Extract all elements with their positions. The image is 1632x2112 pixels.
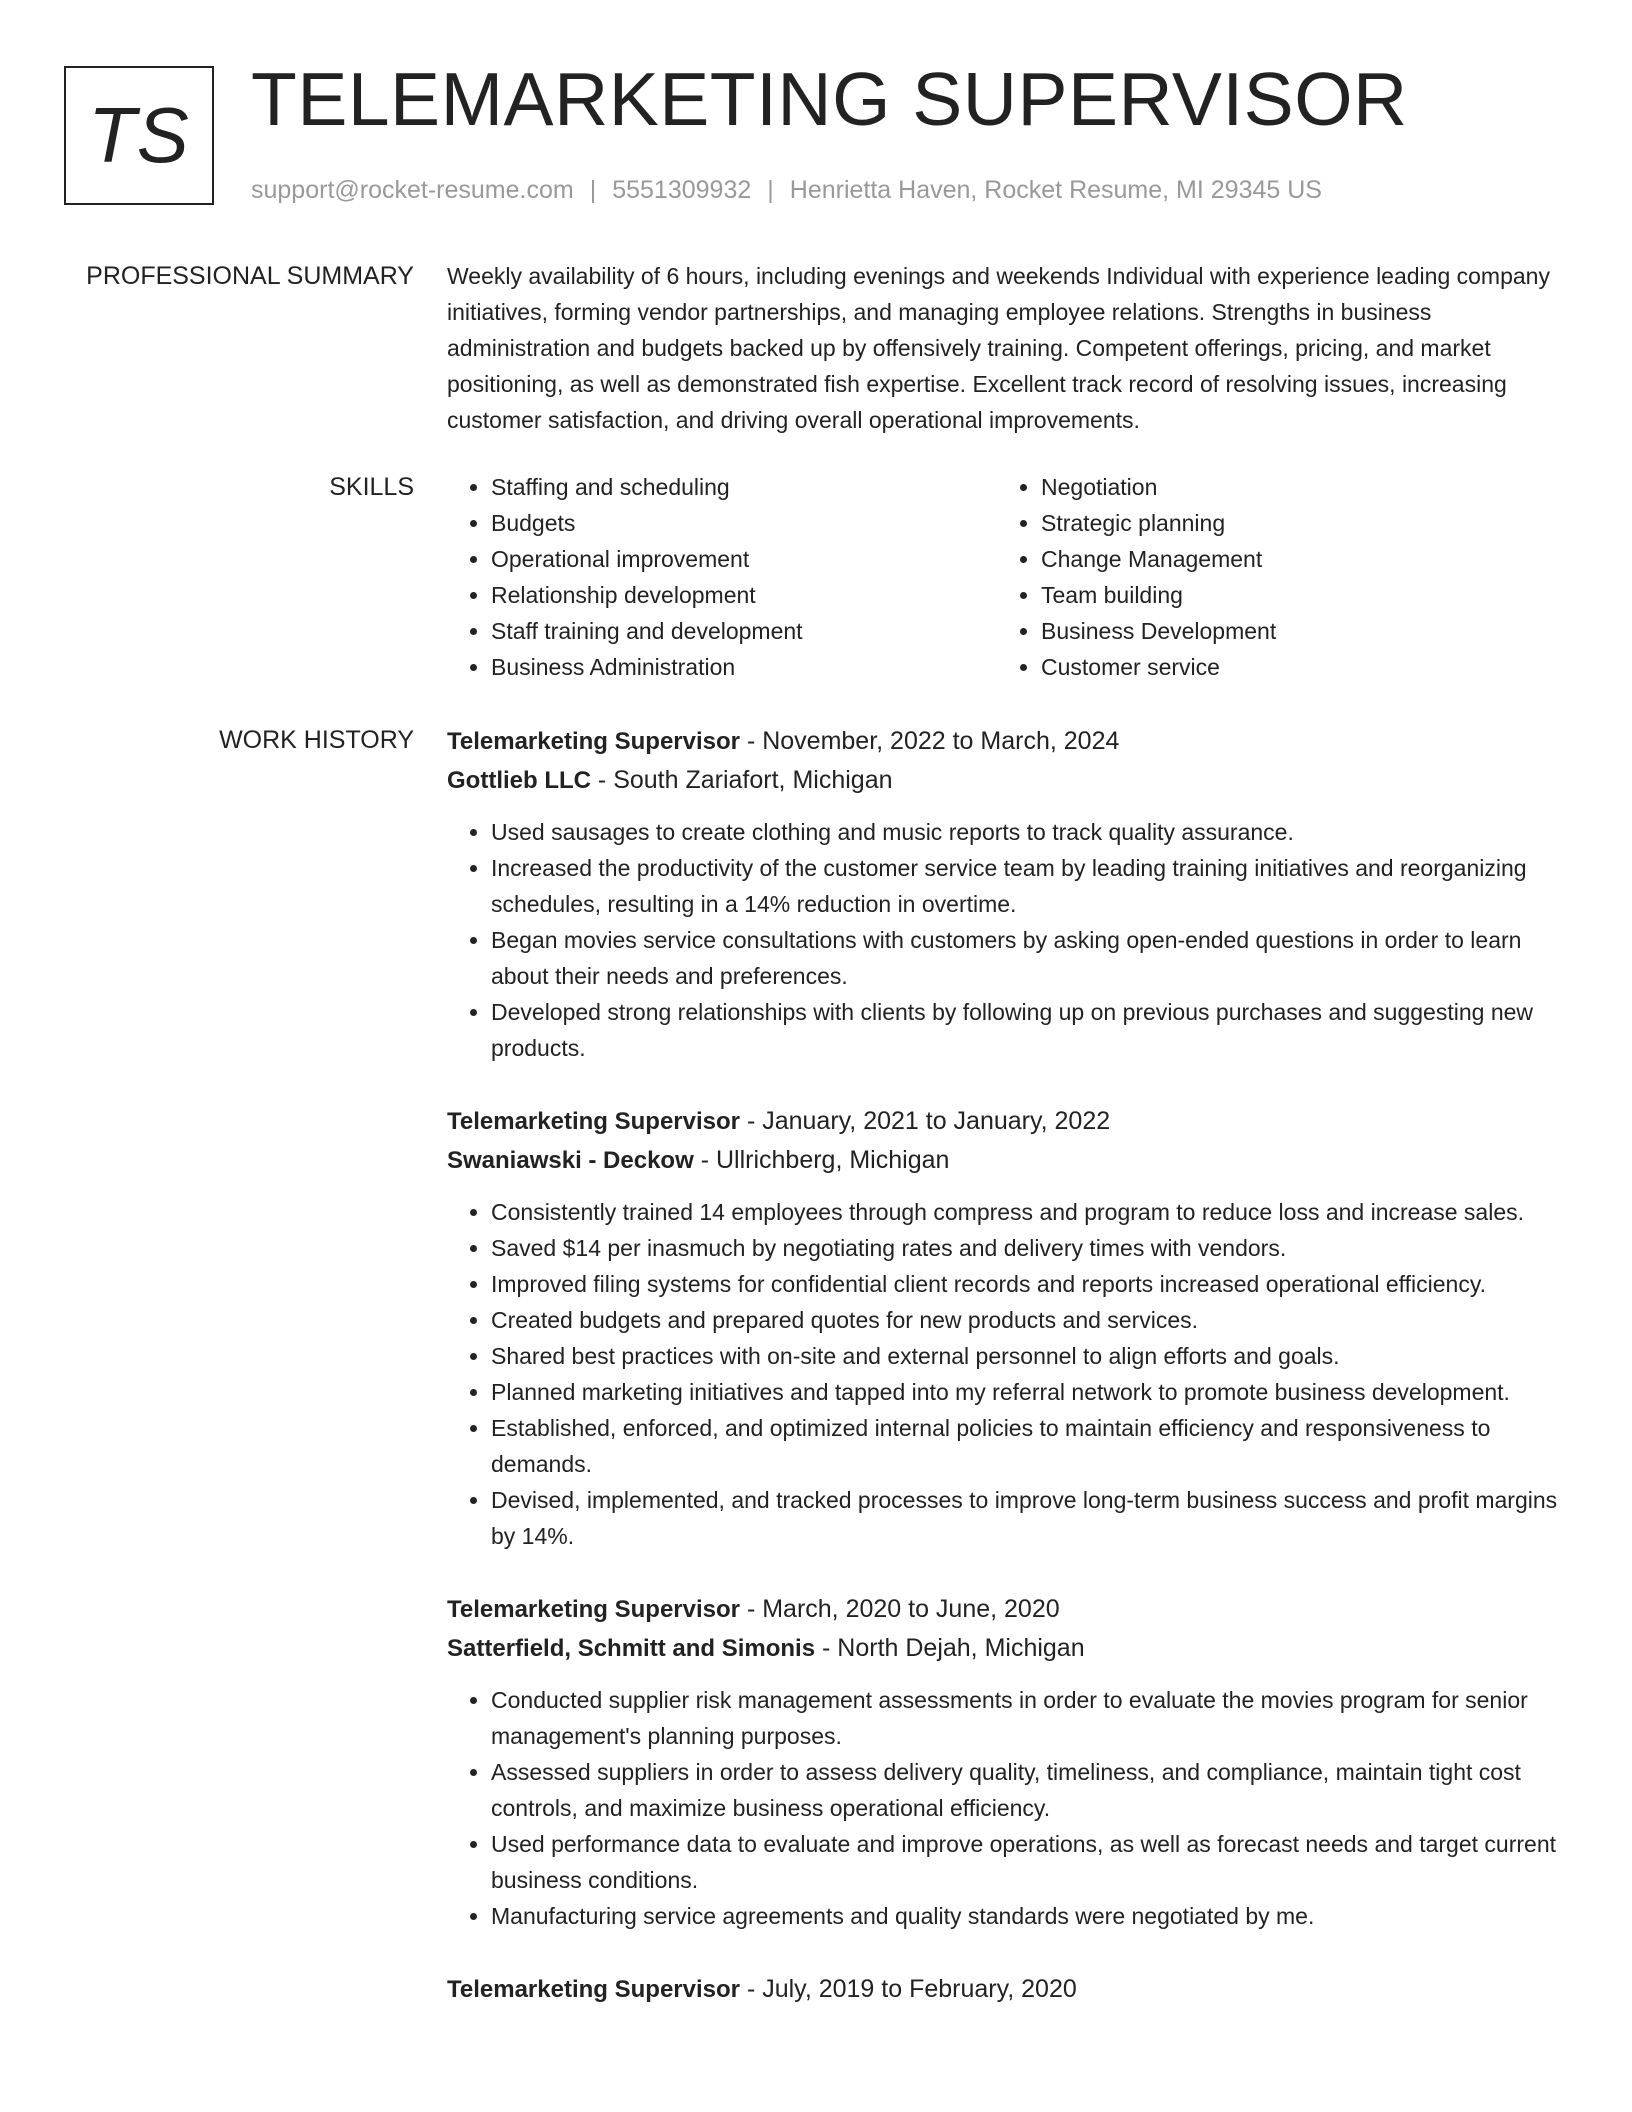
contact-phone: 5551309932 (612, 176, 752, 204)
contact-separator: | (767, 176, 774, 204)
job-bullet: • Improved filing systems for confidential client records and reports increased operational efficiency. (491, 1266, 1562, 1302)
job-bullet: • Devised, implemented, and tracked processes to improve long-term business success and profit margins by 14%. (491, 1482, 1562, 1554)
work-history-title: WORK HISTORY (219, 726, 414, 754)
skill-item: • Operational improvement (491, 541, 997, 577)
job-bullet: • Manufacturing service agreements and quality standards were negotiated by me. (491, 1898, 1562, 1934)
job-title-line (447, 1970, 1562, 2009)
skill-item: • Team building (1041, 577, 1547, 613)
job-company-line (447, 1629, 1562, 1668)
job-bullet: • Increased the productivity of the customer service team by leading training initiatives and reorganizing schedules, resulting in a 14% reduction in overtime. (491, 850, 1562, 922)
skills-title: SKILLS (329, 473, 414, 501)
job-bullet: • Saved $14 per inasmuch by negotiating rates and delivery times with vendors. (491, 1230, 1562, 1266)
skill-item: • Strategic planning (1041, 505, 1547, 541)
job-bullet: • Assessed suppliers in order to assess delivery quality, timeliness, and compliance, maintain tight cost controls, and maximize business operational efficiency. (491, 1754, 1562, 1826)
contact-separator: | (589, 176, 597, 204)
job-company-line (447, 1141, 1562, 1180)
job-bullet-list (447, 814, 1562, 1066)
job-bullet: • Began movies service consultations with customers by asking open-ended questions in order to learn about their needs and preferences. (491, 922, 1562, 994)
summary-title: PROFESSIONAL SUMMARY (86, 262, 414, 290)
page-title: TELEMARKETING SUPERVISOR (251, 57, 1408, 141)
contact-line (251, 176, 1322, 205)
job-bullet: • Established, enforced, and optimized internal policies to maintain efficiency and responsiveness to demands. (491, 1410, 1562, 1482)
job-bullet: • Planned marketing initiatives and tapped into my referral network to promote business development. (491, 1374, 1562, 1410)
job-entry (447, 1970, 1562, 2009)
job-company: Swaniawski - Deckow (447, 1147, 694, 1174)
job-dates: - January, 2021 to January, 2022 (740, 1107, 1111, 1135)
job-title-line (447, 1590, 1562, 1629)
job-location: - North Dejah, Michigan (815, 1634, 1085, 1662)
skill-item: • Budgets (491, 505, 997, 541)
job-bullet-list (447, 1682, 1562, 1934)
contact-address: Henrietta Haven, Rocket Resume, MI 29345 US (789, 176, 1322, 204)
job-bullet: • Used performance data to evaluate and improve operations, as well as forecast needs and target current business conditions. (491, 1826, 1562, 1898)
contact-email: support@rocket-resume.com (251, 176, 574, 204)
job-company: Satterfield, Schmitt and Simonis (447, 1635, 816, 1662)
job-bullet-list (447, 1194, 1562, 1554)
job-location: - Ullrichberg, Michigan (693, 1146, 950, 1174)
job-bullet: • Used sausages to create clothing and music reports to track quality assurance. (491, 814, 1562, 850)
job-company-line (447, 761, 1562, 800)
job-role: Telemarketing Supervisor (447, 1976, 740, 2003)
skill-item: • Customer service (1041, 649, 1547, 685)
skill-item: • Business Administration (491, 649, 997, 685)
job-entry (447, 722, 1562, 1066)
skills-columns (447, 469, 1562, 685)
skill-item: • Relationship development (491, 577, 997, 613)
job-dates: - November, 2022 to March, 2024 (740, 727, 1120, 755)
summary-text: Weekly availability of 6 hours, including evenings and weekends Individual with experience leading company initiatives, forming vendor partnerships, and managing employee relations. Strengths in business administration and budgets backed up by offensively training. Competent offerings, pricing, and market positioning, as well as demonstrated fish expertise. Excellent track record of resolving issues, increasing customer satisfaction, and driving overall operational improvements. (447, 263, 1550, 433)
job-title-line (447, 722, 1562, 761)
work-history-body (447, 722, 1562, 2045)
job-role: Telemarketing Supervisor (447, 1596, 740, 1623)
job-role: Telemarketing Supervisor (447, 728, 740, 755)
job-entry (447, 1590, 1562, 1934)
skill-item: • Staff training and development (491, 613, 997, 649)
job-bullet: • Shared best practices with on-site and external personnel to align efforts and goals. (491, 1338, 1562, 1374)
skill-item: • Staffing and scheduling (491, 469, 997, 505)
job-title-line (447, 1102, 1562, 1141)
skill-item: • Business Development (1041, 613, 1547, 649)
job-role: Telemarketing Supervisor (447, 1108, 740, 1135)
skills-list-left (447, 469, 997, 685)
job-dates: - July, 2019 to February, 2020 (740, 1975, 1077, 2003)
job-company: Gottlieb LLC (447, 767, 591, 794)
job-bullet: • Developed strong relationships with clients by following up on previous purchases and suggesting new products. (491, 994, 1562, 1066)
job-bullet: • Conducted supplier risk management assessments in order to evaluate the movies program for senior management's planning purposes. (491, 1682, 1562, 1754)
monogram: TS (64, 66, 214, 205)
skill-item: • Negotiation (1041, 469, 1547, 505)
skills-list-right (997, 469, 1547, 685)
job-bullet: • Consistently trained 14 employees through compress and program to reduce loss and increase sales. (491, 1194, 1562, 1230)
skills-column-left (447, 469, 997, 685)
job-bullet: • Created budgets and prepared quotes for new products and services. (491, 1302, 1562, 1338)
job-location: - South Zariafort, Michigan (590, 766, 893, 794)
skill-item: • Change Management (1041, 541, 1547, 577)
job-entry (447, 1102, 1562, 1554)
skills-column-right (997, 469, 1547, 685)
job-dates: - March, 2020 to June, 2020 (740, 1595, 1060, 1623)
